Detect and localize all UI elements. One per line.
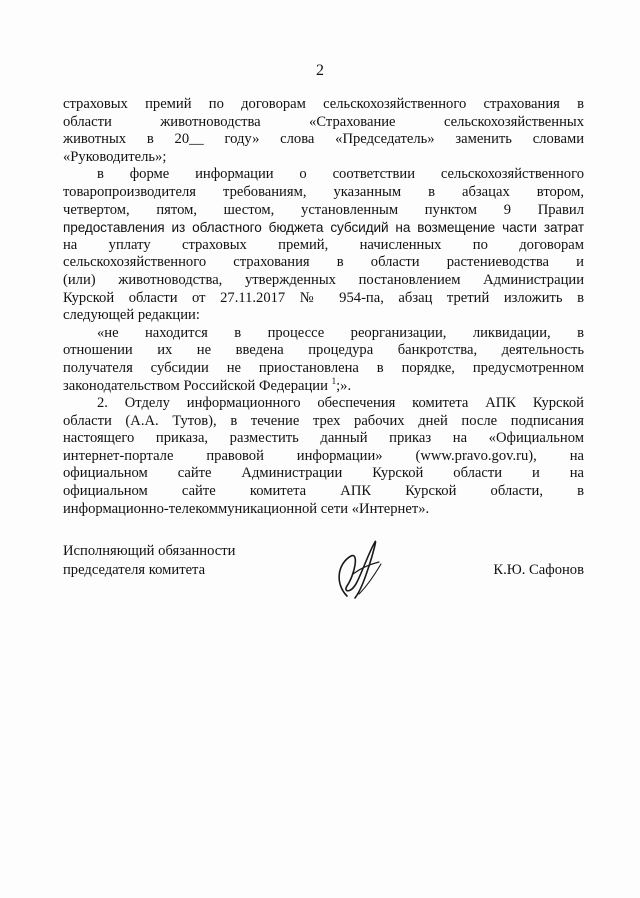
text-line-content: настоящего приказа, разместить данный приказ на «Официальном: [63, 430, 584, 447]
signatory-name: К.Ю. Сафонов: [493, 562, 584, 578]
text-line-content: следующей редакции:: [63, 307, 200, 324]
signature-block: [63, 542, 584, 602]
footnote-marker: 1: [331, 375, 337, 386]
text-line-content: в форме информации о соответствии сельскохозяйственного: [97, 166, 584, 183]
text-line: [63, 448, 584, 466]
text-line-content: 2. Отделу информационного обеспечения комитета АПК Курской: [97, 395, 584, 412]
text-line-content: законодательством Российской Федерации: [63, 377, 332, 394]
text-line-content: получателя субсидии не приостановлена в порядке, предусмотренном: [63, 359, 584, 376]
text-line: [63, 430, 584, 448]
text-line-content: области животноводства «Страхование сельскохозяйственных: [63, 113, 584, 130]
text-line: [63, 219, 584, 237]
text-line-content: интернет-портале правовой информации» (www.pravo.gov.ru), на: [63, 447, 584, 464]
text-line: [63, 395, 584, 413]
text-line-tail: ;».: [336, 377, 352, 394]
text-line: [63, 272, 584, 290]
handwritten-signature: [325, 534, 389, 604]
text-line-content: информационно-телекоммуникационной сети «Интернет».: [63, 500, 430, 517]
text-line-content: отношении их не введена процедура банкротства, деятельность: [63, 342, 584, 359]
text-line-content: «Руководитель»;: [63, 148, 167, 165]
text-line-content: четвертом, пятом, шестом, установленным пунктом 9 Правил: [63, 201, 584, 218]
text-line: [63, 501, 584, 519]
text-line-content: предоставления из областного бюджета субсидий на возмещение части затрат: [63, 220, 584, 236]
text-line: [63, 465, 584, 483]
text-line: [63, 166, 584, 184]
text-line: [63, 184, 584, 202]
text-line: [63, 307, 584, 325]
text-line-content: официальном сайте Администрации Курской области и на: [63, 465, 584, 482]
text-line: [63, 483, 584, 501]
signatory-position-line-2: председателя комитета: [63, 562, 206, 578]
text-line: [63, 325, 584, 343]
signatory-position: [63, 542, 235, 580]
text-line-content: «не находится в процессе реорганизации, ликвидации, в: [97, 324, 584, 341]
signatory-position-line-1: Исполняющий обязанности: [63, 543, 236, 559]
text-line: [63, 290, 584, 308]
text-line-content: товаропроизводителя требованиям, указанным в абзацах втором,: [63, 183, 584, 200]
text-line-content: (или) животноводства, утвержденных постановлением Администрации: [63, 271, 584, 288]
text-line-content: на уплату страховых премий, начисленных по договорам: [63, 236, 584, 253]
text-line: [63, 131, 584, 149]
text-line: [63, 375, 584, 396]
text-line-content: животных в 20__ году» слова «Председатель» заменить словами: [63, 131, 584, 148]
text-line: [63, 254, 584, 272]
text-line: [63, 413, 584, 431]
text-line: [63, 237, 584, 255]
text-line: [63, 342, 584, 360]
text-line-content: официальном сайте комитета АПК Курской области, в: [63, 483, 584, 500]
document-body: [63, 96, 584, 518]
text-line: [63, 202, 584, 220]
text-line-content: области (А.А. Тутов), в течение трех рабочих дней после подписания: [63, 412, 584, 429]
text-line: [63, 149, 584, 167]
text-line: [63, 96, 584, 114]
page-number: 2: [316, 62, 324, 79]
text-line: [63, 360, 584, 378]
text-line-content: страховых премий по договорам сельскохозяйственного страхования в: [63, 96, 584, 112]
text-line-content: Курской области от 27.11.2017 № 954-па, абзац третий изложить в: [63, 289, 584, 306]
text-line-content: сельскохозяйственного страхования в области растениеводства и: [63, 254, 584, 271]
text-line: [63, 114, 584, 132]
